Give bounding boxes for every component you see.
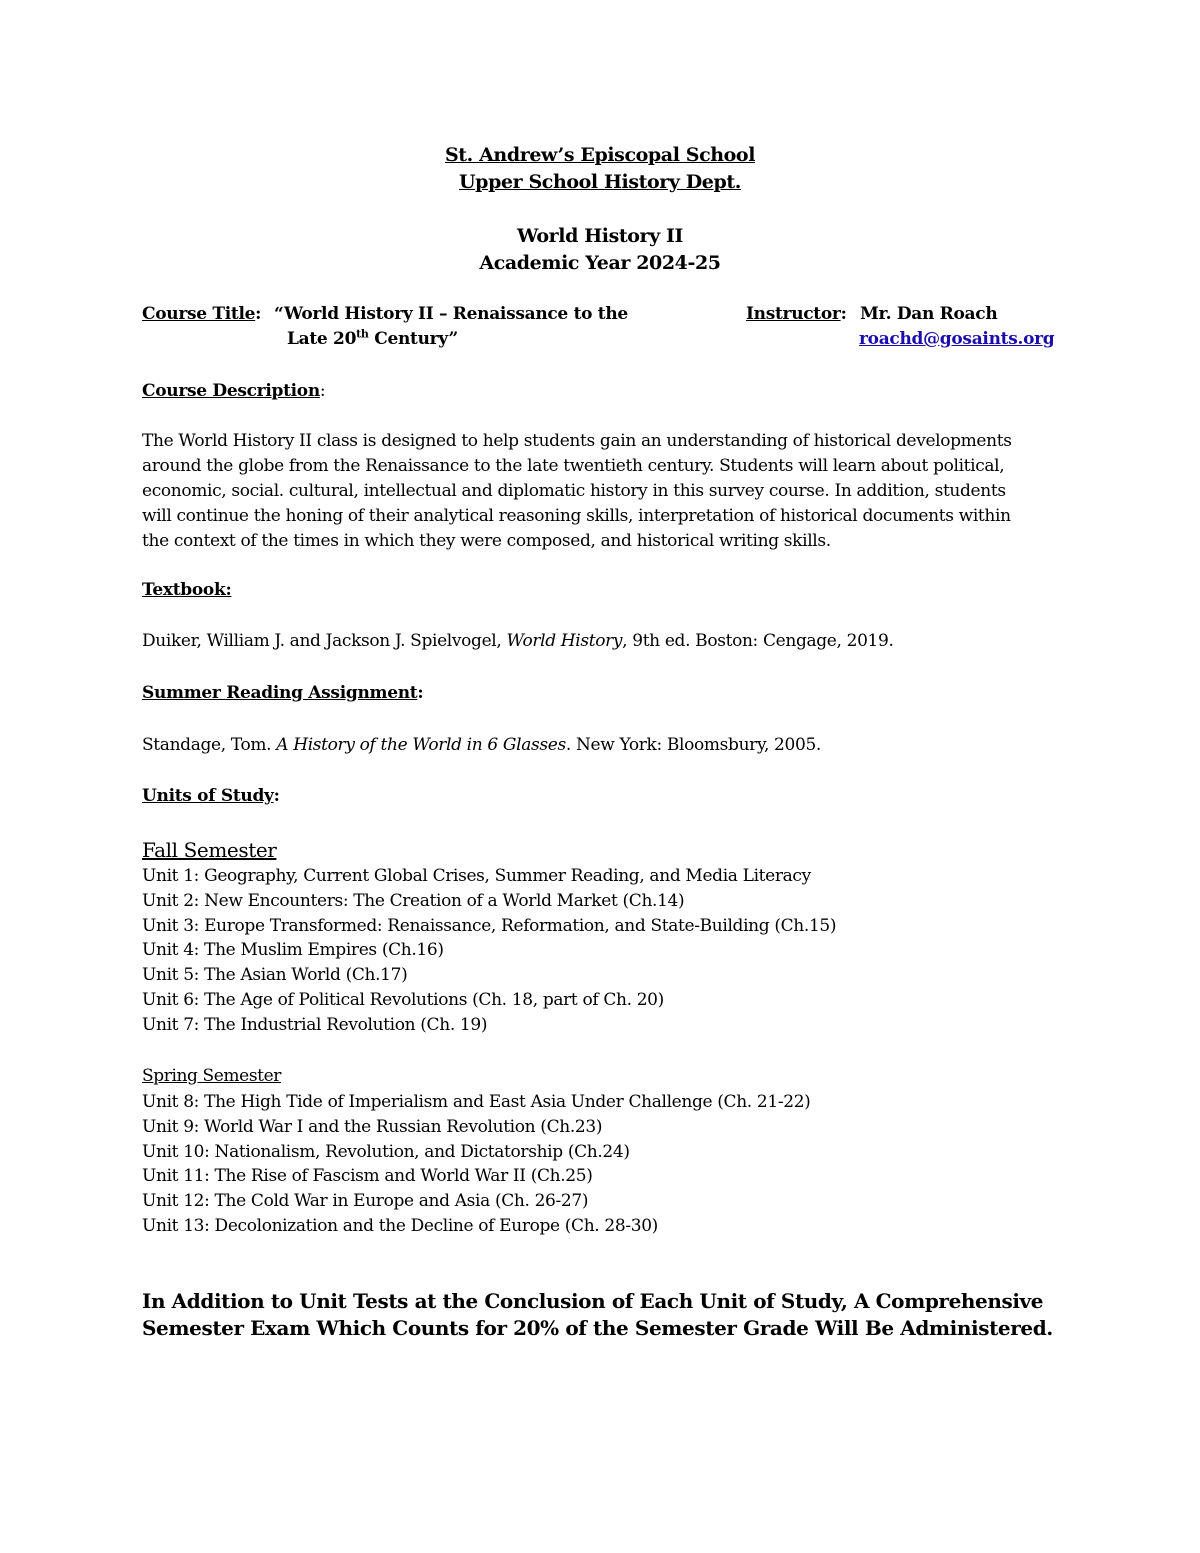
summer-reading-citation bbox=[142, 735, 821, 755]
instructor-label: Instructor: bbox=[746, 304, 847, 324]
textbook-authors: Duiker, William J. and Jackson J. Spielvogel, bbox=[142, 631, 507, 651]
school-name-text: St. Andrew’s Episcopal School bbox=[444, 144, 756, 166]
textbook-title: World History bbox=[506, 631, 623, 651]
academic-year: Academic Year 2024-25 bbox=[479, 252, 721, 274]
unit-item: Unit 9: World War I and the Russian Revolution (Ch.23) bbox=[142, 1116, 603, 1137]
fall-semester-label: Fall Semester bbox=[142, 838, 277, 862]
exam-notice bbox=[142, 1288, 1053, 1342]
unit-item: Unit 2: New Encounters: The Creation of a World Market (Ch.14) bbox=[142, 890, 685, 911]
description-line: economic, social. cultural, intellectual and diplomatic history in this survey course. In addition, students bbox=[142, 481, 1006, 501]
course-title-label: Course Title: bbox=[142, 304, 262, 324]
course-title-line2-post: Century” bbox=[368, 329, 458, 349]
description-line: around the globe from the Renaissance to the late twentieth century. Students will learn about political, bbox=[142, 456, 1005, 476]
units-heading-text: Units of Study bbox=[142, 786, 274, 806]
course-title-line2 bbox=[287, 329, 458, 349]
course-title-line2-pre: Late 20 bbox=[287, 329, 357, 349]
description-line: will continue the honing of their analytical reasoning skills, interpretation of historical documents within bbox=[142, 506, 1011, 526]
unit-item: Unit 8: The High Tide of Imperialism and East Asia Under Challenge (Ch. 21-22) bbox=[142, 1092, 811, 1112]
course-description-heading-text: Course Description bbox=[142, 381, 320, 401]
summer-reading-heading-text: Summer Reading Assignment bbox=[142, 683, 418, 703]
course-description-heading: Course Description: bbox=[142, 381, 326, 401]
instructor-name: Mr. Dan Roach bbox=[860, 304, 998, 324]
units-colon: : bbox=[273, 786, 280, 806]
course-name: World History II bbox=[517, 225, 683, 247]
summer-reading-title: A History of the World in 6 Glasses bbox=[276, 735, 566, 755]
exam-notice-line: In Addition to Unit Tests at the Conclusion of Each Unit of Study, A Comprehensive bbox=[142, 1289, 1044, 1313]
unit-item: Unit 3: Europe Transformed: Renaissance, Reformation, and State-Building (Ch.15) bbox=[142, 915, 837, 936]
unit-item: Unit 6: The Age of Political Revolutions (Ch. 18, part of Ch. 20) bbox=[142, 989, 664, 1010]
unit-item: Unit 1: Geography, Current Global Crises, Summer Reading, and Media Literacy bbox=[142, 866, 811, 886]
summer-reading-heading bbox=[142, 683, 423, 703]
unit-item: Unit 4: The Muslim Empires (Ch.16) bbox=[142, 940, 444, 961]
units-heading bbox=[142, 786, 280, 806]
description-line: The World History II class is designed to help students gain an understanding of historical developments bbox=[142, 431, 1012, 451]
exam-notice-line: Semester Exam Which Counts for 20% of the Semester Grade Will Be Administered. bbox=[142, 1316, 1053, 1340]
spring-semester-label: Spring Semester bbox=[142, 1066, 281, 1086]
summer-reading-colon: : bbox=[417, 683, 424, 703]
course-title-label-text: Course Title bbox=[142, 304, 256, 324]
fall-unit-list bbox=[142, 864, 836, 1038]
description-line: the context of the times in which they were composed, and historical writing skills. bbox=[142, 531, 831, 551]
textbook-details: , 9th ed. Boston: Cengage, 2019. bbox=[622, 631, 894, 651]
department-name bbox=[0, 171, 1200, 193]
textbook-citation bbox=[142, 631, 894, 651]
course-title-line1: “World History II – Renaissance to the bbox=[274, 304, 628, 324]
unit-item: Unit 7: The Industrial Revolution (Ch. 19) bbox=[142, 1014, 488, 1035]
unit-item: Unit 13: Decolonization and the Decline of Europe (Ch. 28-30) bbox=[142, 1215, 658, 1236]
school-name bbox=[0, 144, 1200, 166]
unit-item: Unit 10: Nationalism, Revolution, and Dictatorship (Ch.24) bbox=[142, 1141, 630, 1162]
unit-item: Unit 12: The Cold War in Europe and Asia (Ch. 26-27) bbox=[142, 1191, 589, 1212]
summer-reading-author: Standage, Tom. bbox=[142, 735, 277, 755]
course-title-line2-sup: th bbox=[356, 327, 369, 341]
department-name-text: Upper School History Dept. bbox=[459, 171, 741, 193]
course-description-body bbox=[142, 429, 1072, 554]
textbook-heading: Textbook: bbox=[142, 580, 232, 600]
instructor-label-text: Instructor bbox=[746, 304, 841, 324]
instructor-email-link[interactable]: roachd@gosaints.org bbox=[859, 329, 1055, 349]
summer-reading-details: . New York: Bloomsbury, 2005. bbox=[565, 735, 821, 755]
unit-item: Unit 5: The Asian World (Ch.17) bbox=[142, 965, 408, 986]
unit-item: Unit 11: The Rise of Fascism and World War II (Ch.25) bbox=[142, 1166, 593, 1187]
spring-unit-list bbox=[142, 1090, 810, 1239]
